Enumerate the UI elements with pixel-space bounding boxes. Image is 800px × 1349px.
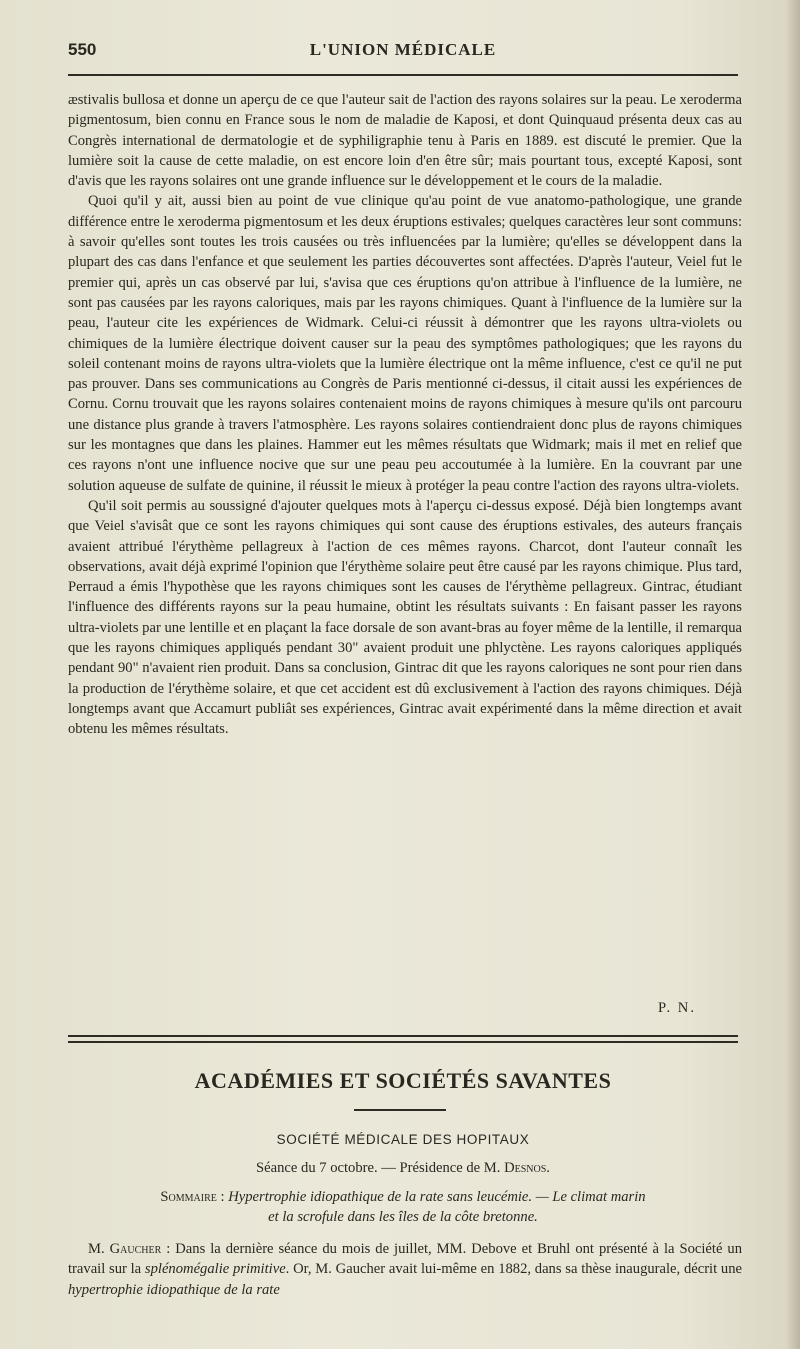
title-underline (354, 1109, 446, 1111)
header-rule (68, 74, 738, 76)
speaker-name: Gaucher (109, 1241, 162, 1257)
summary-label: Sommaire : (160, 1189, 225, 1205)
speaker-prefix: M. (88, 1241, 105, 1257)
section-divider (68, 1035, 738, 1043)
opening-italic-1: splénomégalie primitive (144, 1261, 286, 1278)
journal-title: L'UNION MÉDICALE (309, 40, 497, 59)
session-prefix: Séance du 7 octobre. — Présidence de M. (256, 1160, 501, 1176)
opening-italic-2: hypertrophie idiopathique de la rate (68, 1281, 280, 1298)
section-title: ACADÉMIES ET SOCIÉTÉS SAVANTES (194, 1068, 612, 1093)
society-name: SOCIÉTÉ MÉDICALE DES HOPITAUX (276, 1132, 530, 1147)
summary-line-1: Hypertrophie idiopathique de la rate sans leucémie. — Le climat marin (228, 1189, 646, 1205)
opening-text-2: . Or, M. Gaucher avait lui-même en 1882, dans sa thèse inaugurale, décrit une (285, 1261, 742, 1278)
paragraph: æstivalis bullosa et donne un aperçu de ce que l'auteur sait de l'action des rayons solaires sur la peau. Le xeroderma pigmentosum, bien connu en France sous le nom de maladie de Kaposi, et dont Quinquaud présenta deux cas au Congrès international de dermatologie et de syphiligraphie tenu à Paris en 1889. est discuté le premier. Que la lumière soit la cause de cette maladie, on est encore loin d'en être sûr; mais pourtant tous, excepté Kaposi, sont d'avis que les rayons solaires ont une grande influence sur le développement et le cours de la maladie. (68, 92, 742, 190)
page-spine-shadow (786, 0, 800, 1349)
author-signature: P. N. (658, 1000, 696, 1016)
session-line (68, 1160, 738, 1177)
session-president: Desnos. (504, 1160, 550, 1176)
summary-line-2: et la scrofule dans les îles de la côte bretonne. (268, 1209, 538, 1225)
session-summary (68, 1187, 738, 1227)
article-body (68, 90, 742, 740)
page-number: 550 (68, 40, 97, 59)
paragraph: Qu'il soit permis au soussigné d'ajouter quelques mots à l'aperçu ci-dessus exposé. Déjà bien longtemps avant que Veiel s'avisât que ce sont les rayons chimiques qui sont cause des éruptions estivales, des auteurs français avaient attribué l'érythème pellagreux à l'action de ces mêmes rayons. Charcot, dont l'auteur connaît les observations, avait déjà exprimé l'opinion que l'érythème solaire peut être causé par les rayons chimique. Plus tard, Perraud a émis l'hypothèse que les rayons chimiques sont les causes de l'érythème pellagreux. Gintrac, étudiant l'influence des différents rayons sur la peau humaine, obtint les résultats suivants : En faisant passer les rayons ultra-violets par une lentille et en plaçant la face dorsale de son avant-bras au foyer même de la lentille, il remarqua que les rayons chimiques appliqués pendant 30" avaient produit une phlyctène. Les rayons caloriques appliqués pendant 90" n'avaient rien produit. Dans sa conclusion, Gintrac dit que les rayons caloriques ne sont pour rien dans la production de l'érythème solaire, et que cet accident est dû exclusivement à l'action des rayons chimiques. Déjà longtemps avant que Accamurt publiât ses expériences, Gintrac avait expérimenté dans la même direction et avait obtenu les mêmes résultats. (68, 497, 742, 738)
opening-text-1: : Dans la dernière séance du mois de juillet, MM. Debove et Bruhl ont présenté à la Société un travail sur la (68, 1241, 742, 1278)
opening-paragraph (68, 1239, 742, 1300)
running-header (68, 40, 738, 70)
paragraph: Quoi qu'il y ait, aussi bien au point de vue clinique qu'au point de vue anatomo-pathologique, une grande différence entre le xeroderma pigmentosum et les deux éruptions estivales; quelques caractères leur sont communs: à savoir qu'elles sont toutes les trois causées ou très influencées par la lumière; qu'elles se développent dans la plupart des cas dans l'enfance et que seulement les parties découvertes sont affectées. D'après l'auteur, Veiel fut le premier qui, après un cas observé par lui, s'avisa que ces éruptions qu'on attribue à l'influence de la lumière, ne sont pas causées par les rayons caloriques, mais par les rayons chimiques. Quant à l'influence de la lumière sur la peau, l'auteur cite les expériences de Widmark. Celui-ci réussit à démontrer que les rayons ultra-violets ou chimiques de la lumière électrique doivent causer sur la peau des symptômes pathologiques; que les rayons du soleil contenant moins de rayons ultra-violets que la lumière électrique ont la même influence, c'est ce qu'il ne put pas prouver. Dans ses communications au Congrès de Paris mentionné ci-dessus, il citait aussi les expériences de Cornu. Cornu trouvait que les rayons solaires contenaient moins de rayons chimiques à mesure qu'ils ont parcouru une distance plus grande à travers l'atmosphère. Les rayons solaires contiendraient donc plus de rayons chimiques sur les montagnes que dans les plaines. Hammer eut les mêmes résultats que Widmark; mais il met en relief que ces rayons n'ont une influence nocive que sur une peau peu accoutumée à la lumière. En la couvrant par une solution aqueuse de sulfate de quinine, il réussit le mieux à protéger la peau contre l'action des rayons ultra-violets. (68, 193, 742, 494)
